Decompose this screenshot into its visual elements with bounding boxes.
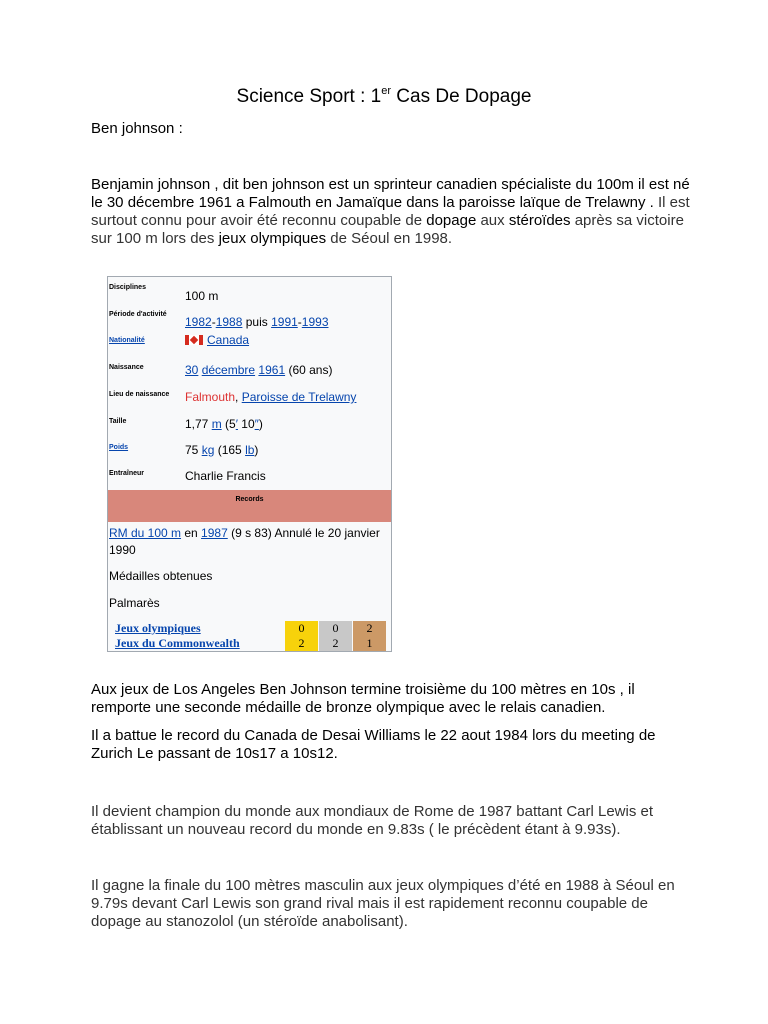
medal-event-link[interactable]: Jeux olympiques	[115, 621, 201, 635]
parish-link[interactable]: Paroisse de Trelawny	[241, 390, 357, 404]
canada-flag-icon	[185, 335, 203, 345]
year-link[interactable]: 1988	[215, 315, 243, 329]
subject-heading: Ben johnson :	[91, 120, 183, 137]
infobox-label: Naissance	[109, 364, 144, 371]
palmares-heading: Palmarès	[109, 596, 160, 610]
infobox-label: Période d'activité	[109, 311, 167, 318]
infobox-value: 1982-1988 puis 1991-1993	[185, 315, 329, 329]
page-title: Science Sport : 1er Cas De Dopage	[236, 85, 532, 107]
year-link[interactable]: 1991	[271, 315, 298, 329]
silver-count: 0	[319, 621, 352, 636]
medal-event-link[interactable]: Jeux du Commonwealth	[115, 636, 240, 650]
infobox-value: 1,77 m (5′ 10″)	[185, 417, 263, 431]
paragraph-record-canada: Il a battue le record du Canada de Desai Williams le 22 aout 1984 lors du meeting de Zurich Le passant de 10s17 a 10s12.	[91, 727, 656, 762]
records-header	[108, 490, 391, 522]
infobox-value: 30 décembre 1961 (60 ans)	[185, 363, 333, 377]
infobox-label: Lieu de naissance	[109, 391, 170, 398]
medals-heading: Médailles obtenues	[109, 569, 213, 583]
records-header-label: Records	[235, 496, 264, 503]
gold-count: 0	[285, 621, 318, 636]
year-link[interactable]: 1982	[185, 315, 212, 329]
paragraph-seoul: Il gagne la finale du 100 mètres masculin aux jeux olympiques d’été en 1988 à Séoul en 9.79s devant Carl Lewis son grand rival mais il est rapidement reconnu coupable de dopage au stanozolol (un stéroïde anabolisant).	[91, 877, 675, 930]
day-link[interactable]: 30	[185, 363, 199, 377]
record-link[interactable]: RM du 100 m	[109, 526, 182, 540]
paragraph-los-angeles: Aux jeux de Los Angeles Ben Johnson termine troisième du 100 mètres en 10s , il remporte une seconde médaille de bronze olympique avec le relais canadien.	[91, 681, 635, 716]
country-link[interactable]: Canada	[207, 333, 250, 347]
silver-count: 2	[319, 636, 352, 651]
unit-link[interactable]: lb	[245, 443, 255, 457]
intro-paragraph: Benjamin johnson , dit ben johnson est un sprinteur canadien spécialiste du 100m il est né le 30 décembre 1961 a Falmouth en Jamaïque dans la paroisse laïque de Trelawny . Il est surtout connu pour avoir été reconnu coupable de dopage aux stéroïdes après sa victoire sur 100 m lors des jeux olympiques de Séoul en 1998.	[91, 176, 690, 247]
year-link[interactable]: 1993	[301, 315, 329, 329]
year-link[interactable]: 1961	[258, 363, 286, 377]
infobox-label-link[interactable]: Nationalité	[109, 337, 145, 344]
gold-count: 2	[285, 636, 318, 651]
unit-link[interactable]: m	[211, 417, 222, 431]
paragraph-champion-monde: Il devient champion du monde aux mondiaux de Rome de 1987 battant Carl Lewis et établissant un nouveau record du monde en 9.83s ( le précèdent étant à 9.93s).	[91, 803, 654, 838]
infobox-label: Entraîneur	[109, 470, 145, 477]
unit-link[interactable]: kg	[201, 443, 215, 457]
bronze-count: 1	[353, 636, 386, 651]
infobox-value: 100 m	[185, 289, 219, 303]
infobox-value: Charlie Francis	[185, 469, 266, 483]
infobox-label: Taille	[109, 418, 127, 425]
infobox-value: 75 kg (165 lb)	[185, 443, 259, 457]
infobox-value: Falmouth, Paroisse de Trelawny	[185, 390, 357, 404]
infobox	[107, 276, 392, 652]
record-entry: RM du 100 m en 1987 (9 s 83) Annulé le 20 janvier 1990	[109, 526, 380, 557]
year-link[interactable]: 1987	[201, 526, 228, 540]
bronze-count: 2	[353, 621, 386, 636]
infobox-value	[185, 333, 249, 347]
infobox-label: Disciplines	[109, 284, 146, 291]
city-link[interactable]: Falmouth	[185, 390, 236, 404]
infobox-label-link[interactable]: Poids	[109, 444, 129, 451]
medal-table	[115, 621, 386, 651]
month-link[interactable]: décembre	[201, 363, 256, 377]
